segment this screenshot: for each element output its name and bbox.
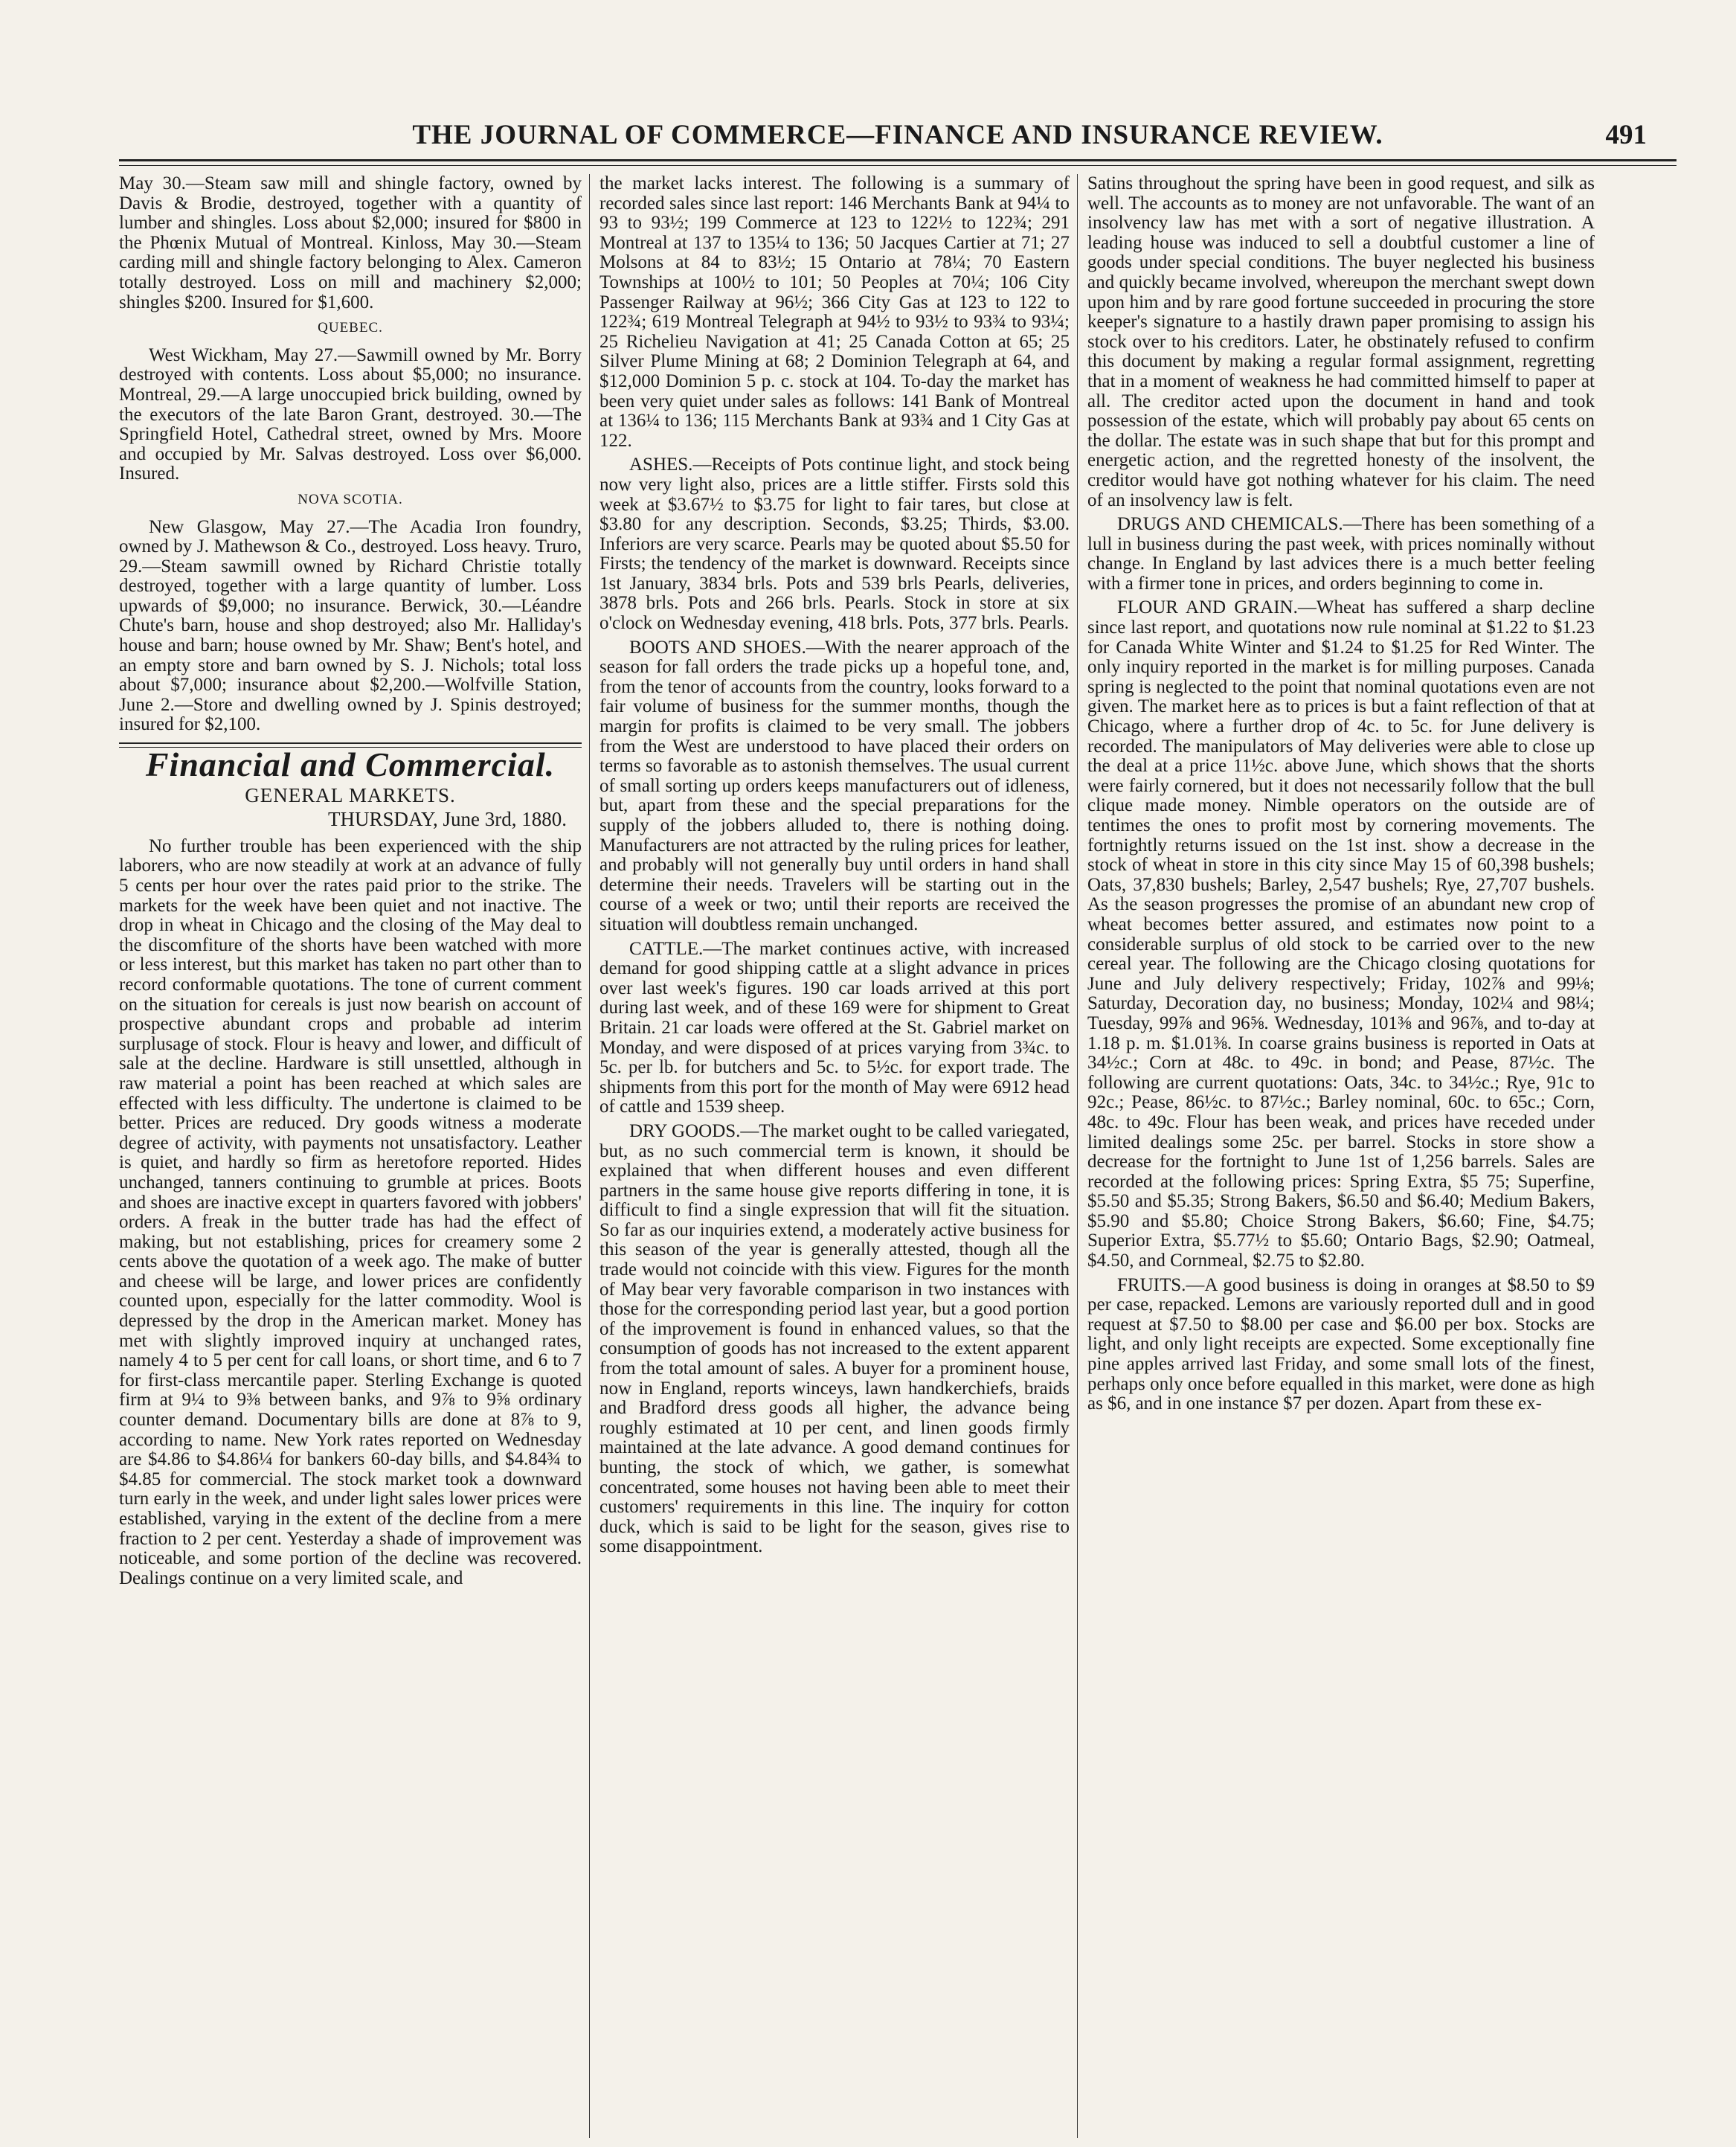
fruits-label: FRUITS. <box>1117 1274 1186 1295</box>
markets-date: THURSDAY, June 3rd, 1880. <box>327 808 567 831</box>
masthead-rule-thin <box>119 165 1676 166</box>
column-divider <box>1077 174 1078 2138</box>
markets-article: No further trouble has been experienced with the ship laborers, who are now steadily at work at an advance of fully 5 cents per hour over the rates paid prior to the strike. The markets for the week have been quiet and not inactive. The drop in wheat in Chicago and the closing of the May deal to the discomfiture of the shorts have been watched with more or less interest, but this market has taken no part other than to record conformable quotations. The tone of current comment on the situation for cereals is just now bearish on account of prospective abundant crops and probable ad interim surplusage of stock. Flour is heavy and lower, and difficult of sale at the decline. Hardware is still unsettled, although in raw material a point has been reached at which sales are effected with less difficulty. The undertone is claimed to be better. Prices are reduced. Dry goods witness a moderate degree of activity, with payments not unsatisfactory. Leather is quiet, and hardly so firm as heretofore reported. Hides unchanged, tanners continuing to grumble at prices. Boots and shoes are inactive except in quarters favored with jobbers' orders. A freak in the butter trade has had the effect of making, but not establishing, prices for creamery some 2 cents above the quotation of a week ago. The make of butter and cheese will be large, and lower prices are confidently counted upon, especially for the latter commodity. Wool is depressed by the drop in the American market. Money has met with slightly improved inquiry at unchanged rates, namely 4 to 5 per cent for call loans, or short time, and 6 to 7 for first-class mercantile paper. Sterling Exchange is quoted firm at 9¼ to 9⅜ between banks, and 9⅞ to 9⅝ ordinary counter demand. Documentary bills are done at 8⅞ to 9, according to name. New York rates reported on Wednesday are $4.86 to $4.86¼ for bankers 60-day bills, and $4.84¾ to $4.85 for commercial. The stock market took a downward turn early in the week, and under light sales lower prices were established, varying in the extent of the decline from a mere fraction to 2 per cent. Yesterday a shade of improvement was noticeable, and some portion of the decline was recovered. Dealings continue on a very limited scale, and <box>119 835 582 1588</box>
flour-article <box>1087 598 1595 1271</box>
ashes-text: —Receipts of Pots continue light, and stock being now very light also, prices are a little stiffer. Firsts sold this week at $3.67½ to $3.75 for light to fair tares, but close at $3.80 for any description. Seconds, $3.25; Thirds, $3.00. Inferiors are very scarce. Pearls may be quoted about $5.50 for Firsts; the tendency of the market is downward. Receipts since 1st January, 3834 brls. Pots and 539 brls Pearls, deliveries, 3878 brls. Pots and 266 brls. Pearls. Stock in store at six o'clock on Wednesday evening, 418 brls. Pots, 377 brls. Pearls. <box>599 455 1070 634</box>
masthead <box>119 112 1676 156</box>
drugs-article <box>1087 515 1595 594</box>
fruits-text: —A good business is doing in oranges at $8.50 to $9 per case, repacked. Lemons are variously reported dull and in good request at $7.50 to $8.00 per case and $6.00 per box. Stocks are light, and only light receipts are expected. Some exceptionally fine pine apples arrived last Friday, and some small lots of the finest, perhaps only once before equalled in this market, were done as high as $6, and in one instance $7 per dozen. Apart from these ex- <box>1087 1274 1595 1414</box>
nova-scotia-heading: NOVA SCOTIA. <box>298 491 403 507</box>
section-rule <box>119 742 582 744</box>
flour-label: FLOUR AND GRAIN. <box>1117 597 1298 618</box>
masthead-rule-thick <box>119 159 1676 161</box>
journal-title: THE JOURNAL OF COMMERCE—FINANCE AND INSURANCE REVIEW. <box>412 120 1383 150</box>
column-1 <box>119 174 582 2138</box>
drygoods-text: —The market ought to be called variegated, but, as no such commercial term is known, it should be explained that when different houses and even different partners in the same house give reports differing in tone, it is difficult to find a single expression that will fit the situation. So far as our inquiries extend, a moderately active business for this season of the year is generally attested, though all the trade would not coincide with this view. Figures for the month of May bear very favorable comparison in two instances with those for the corresponding period last year, but a good portion of the improvement is found in enhanced values, so that the consumption of goods has not increased to the extent apparent from the total amount of sales. A buyer for a prominent house, now in England, reports winceys, lawn handkerchiefs, braids and Bradford dress goods all higher, the advance being roughly estimated at 10 per cent, and linen goods firmly maintained at the late advance. A good demand continues for bunting, the stock of which, we gather, is somewhat concentrated, some houses not having been able to meet their customers' requirements in this line. The inquiry for cotton duck, which is said to be light for the season, gives rise to some disappointment. <box>599 1120 1070 1557</box>
stock-sales-article: the market lacks interest. The following is a summary of recorded sales since last report: 146 Merchants Bank at 94¼ to 93 to 93½; 199 Commerce at 123 to 122½ to 122¾; 291 Montreal at 137 to 135¼ to 136; 50 Jacques Cartier at 71; 27 Molsons at 84 to 83½; 15 Ontario at 78¼; 70 Eastern Townships at 100½ to 101; 50 Peoples at 70¼; 106 City Passenger Railway at 96½; 366 City Gas at 123 to 122 to 122¾; 619 Montreal Telegraph at 94½ to 93½ to 93¾ to 93¼; 25 Richelieu Navigation at 41; 25 Canada Cotton at 65; 25 Silver Plume Mining at 68; 2 Dominion Telegraph at 64, and $12,000 Dominion 5 p. c. stock at 104. To-day the market has been very quiet under sales as follows: 141 Bank of Montreal at 136¼ to 136; 115 Merchants Bank at 93¾ and 1 City Gas at 122. <box>599 174 1070 451</box>
fire-report-quebec: West Wickham, May 27.—Sawmill owned by Mr. Borry destroyed with contents. Loss about $5,000; no insurance. Montreal, 29.—A large unoccupied brick building, owned by the executors of the late Baron Grant, destroyed. 30.—The Springfield Hotel, Cathedral street, owned by Mrs. Moore and occupied by Mr. Salvas destroyed. Loss over $6,000. Insured. <box>119 344 582 484</box>
ashes-article <box>599 455 1070 633</box>
section-title: Financial and Commercial. <box>145 745 556 784</box>
fire-report-nova-scotia: New Glasgow, May 27.—The Acadia Iron foundry, owned by J. Mathewson & Co., destroyed. Loss heavy. Truro, 29.—Steam sawmill owned by Richard Christie totally destroyed, together with a large quantity of lumber. Loss upwards of $9,000; no insurance. Berwick, 30.—Léandre Chute's barn, house and shop destroyed; also Mr. Halliday's house and barn; house owned by Mr. Shaw; Bent's hotel, and an empty store and barn owned by S. J. Nichols; total loss about $7,000; insurance about $2,200.—Wolfville Station, June 2.—Store and dwelling owned by J. Spinis destroyed; insured for $2,100. <box>119 516 582 735</box>
drugs-text: —There has been something of a lull in business during the past week, with prices nominally without change. In England by last advices there is a much better feeling with a firmer tone in prices, and orders beginning to come in. <box>1087 514 1595 594</box>
page-number: 491 <box>1605 120 1647 150</box>
cattle-text: —The market continues active, with increased demand for good shipping cattle at a slight advance in prices over last week's figures. 190 car loads arrived at this port during last week, and of these 169 were for shipment to Great Britain. 21 car loads were offered at the St. Gabriel market on Monday, and were disposed of at prices varying from 3¾c. to 5c. per lb. for butchers and 5c. to 5½c. for export trade. The shipments from this port for the month of May were 6912 head of cattle and 1539 sheep. <box>599 938 1070 1117</box>
drygoods-article <box>599 1122 1070 1557</box>
drugs-label: DRUGS AND CHEMICALS. <box>1117 514 1343 535</box>
boots-label: BOOTS AND SHOES. <box>629 637 806 658</box>
fire-report-ontario: May 30.—Steam saw mill and shingle factory, owned by Davis & Brodie, destroyed, together with a quantity of lumber and shingles. Loss about $2,000; insured for $800 in the Phœnix Mutual of Montreal. Kinloss, May 30.—Steam carding mill and shingle factory belonging to Alex. Cameron totally destroyed. Loss on mill and machinery $2,000; shingles $200. Insured for $1,600. <box>119 174 582 312</box>
column-3 <box>1087 174 1595 2138</box>
cattle-label: CATTLE. <box>629 938 704 959</box>
column-2 <box>599 174 1070 2138</box>
boots-text: —With the nearer approach of the season for fall orders the trade picks up a hopeful tone, and, from the tenor of accounts from the country, looks forward to a fair volume of business for the summer months, though the margin for profits is claimed to be very small. The jobbers from the West are understood to have placed their orders on terms so favorable as to astonish themselves. The usual current of small sorting up orders keeps manufacturers out of idleness, but, apart from these and the special preparations for the supply of the jobbers alluded to, there is nothing doing. Manufacturers are not attracted by the ruling prices for leather, and probably will not generally buy until orders in hand shall determine their needs. Travelers will be starting out in the course of a week or two; until their reports are received the situation will doubtless remain unchanged. <box>599 637 1070 934</box>
boots-article <box>599 638 1070 935</box>
quebec-heading: QUEBEC. <box>318 320 383 336</box>
ashes-label: ASHES. <box>629 455 693 475</box>
cattle-article <box>599 940 1070 1117</box>
fruits-article <box>1087 1276 1595 1414</box>
satins-article: Satins throughout the spring have been in good request, and silk as well. The accounts as to money are not unfavorable. The want of an insolvency law has met with a sort of negative illustration. A leading house was induced to sell a doubtful customer a line of goods under special conditions. The buyer neglected his business and quickly became involved, whereupon the merchant swept down upon him and by rare good fortune succeeded in procuring the store keeper's signature to a hastily drawn paper promising to assign his stock over to his creditors. Later, he obstinately refused to confirm this document by making a regular formal assignment, regretting that in a moment of weakness he had committed himself to paper at all. The creditor acted upon the document in hand and took possession of the estate, which will probably pay about 65 cents on the dollar. The estate was in such shape that but for this prompt and energetic action, and the regretted honesty of the insolvent, the creditor would have got nothing whatever for his claim. The need of an insolvency law is felt. <box>1087 174 1595 510</box>
general-markets-heading: GENERAL MARKETS. <box>245 783 456 806</box>
column-divider <box>589 174 590 2138</box>
flour-text: —Wheat has suffered a sharp decline since last report, and quotations now rule nominal at $1.22 to $1.23 for Canada White Winter and $1.24 to $1.25 for Red Winter. The only inquiry reported in the market is for milling purposes. Canada spring is neglected to the point that nominal quotations even are not given. The market here as to prices is but a faint reflection of that at Chicago, where a further drop of 4c. to 5c. for June delivery is recorded. The manipulators of May deliveries were able to close up the deal at a price 11½c. above June, which shows that the shorts were fairly cornered, but it does not necessarily follow that the bull clique made money. Nimble operators on the outside are of tentimes the ones to profit most by cornering movements. The fortnightly returns issued on the 1st inst. show a decrease in the stock of wheat in store in this city since May 15 of 60,398 bushels; Oats, 37,830 bushels; Barley, 2,547 bushels; Rye, 27,707 bushels. As the season progresses the promise of an abundant new crop of wheat becomes better assured, and estimates now point to a considerable surplus of old stock to be carried over to the new cereal year. The following are the Chicago closing quotations for June and July delivery respectively; Friday, 102⅞ and 99⅛; Saturday, Decoration day, no business; Monday, 102¼ and 98¼; Tuesday, 99⅞ and 96⅝. Wednesday, 101⅜ and 96⅞, and to-day at 1.18 p. m. $1.01⅜. In coarse grains business is reported in Oats at 34½c.; Corn at 48c. to 49c. in bond; and Pease, 87½c. The following are current quotations: Oats, 34c. to 34½c.; Rye, 91c to 92c.; Pease, 86½c. to 87½c.; Barley nominal, 60c. to 65c.; Corn, 48c. to 49c. Flour has been weak, and prices have receded under limited dealings some 25c. per barrel. Stocks in store show a decrease for the fortnight to June 1st of 1,256 barrels. Sales are recorded at the following prices: Spring Extra, $5 75; Superfine, $5.50 and $5.35; Strong Bakers, $6.50 and $6.40; Medium Bakers, $5.90 and $5.80; Choice Strong Bakers, $6.60; Fine, $4.75; Superior Extra, $5.77½ to $5.60; Ontario Bags, $2.90; Oatmeal, $4.50, and Cornmeal, $2.75 to $2.80. <box>1087 597 1595 1271</box>
drygoods-label: DRY GOODS. <box>629 1120 741 1141</box>
